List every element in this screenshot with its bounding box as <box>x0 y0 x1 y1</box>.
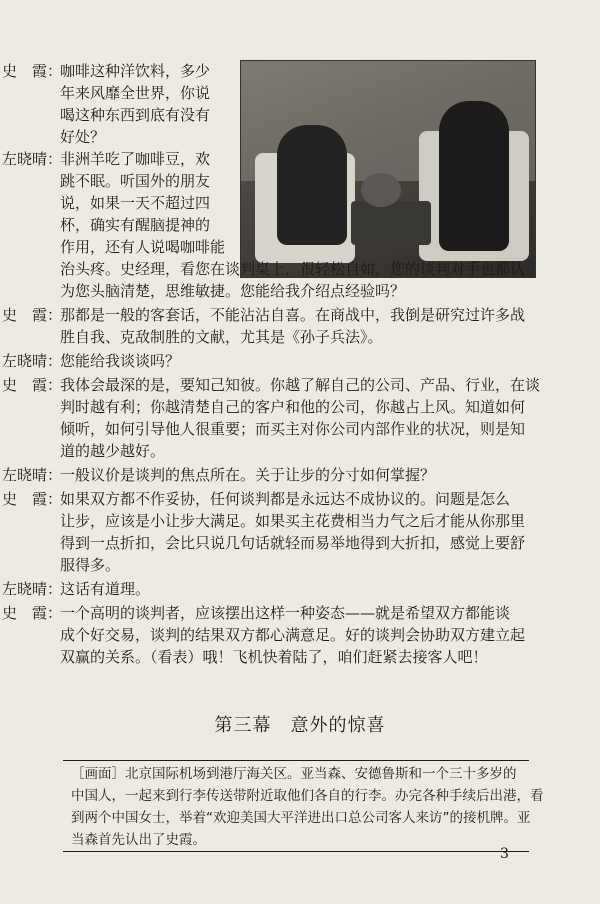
dialogue-line <box>2 464 435 486</box>
dialogue-text: 胜自我、克敌制胜的文献，尤其是《孙子兵法》。 <box>60 328 383 346</box>
dialogue-line <box>60 104 210 126</box>
dialogue-text: 一般议价是谈判的焦点所在。关于让步的分寸如何掌握？ <box>60 466 436 484</box>
dialogue-line <box>2 350 180 372</box>
dialogue-line <box>60 170 210 192</box>
dialogue-line <box>60 440 165 462</box>
dialogue-line <box>2 602 510 624</box>
dialogue-line <box>2 578 150 600</box>
scene-line: ［画面］北京国际机场到港厅海关区。亚当森、安德鲁斯和一个三十多岁的 <box>71 766 517 782</box>
scene-description-box <box>63 760 544 852</box>
meeting-photo <box>240 60 536 278</box>
dialogue-text: 这话有道理。 <box>60 580 151 598</box>
dialogue-line <box>2 488 510 510</box>
dialogue-text: 说，如果一天不超过四 <box>60 194 211 212</box>
dialogue-line <box>2 304 525 326</box>
act-title: 第三幕 意外的惊喜 <box>214 715 386 736</box>
dialogue-text: 一个高明的谈判者，应该摆出这样一种姿态——就是希望双方都能谈 <box>60 604 511 622</box>
dialogue-line <box>60 258 525 280</box>
dialogue-text: 您能给我谈谈吗？ <box>60 352 181 370</box>
dialogue-text: 道的越少越好。 <box>60 442 166 460</box>
page-number: 3 <box>500 846 509 862</box>
speaker-label: 左晓晴： <box>2 466 63 484</box>
dialogue-line <box>60 624 525 646</box>
dialogue-text: 双赢的关系。（看表）哦！飞机快着陆了，咱们赶紧去接客人吧！ <box>60 648 488 666</box>
dialogue-text: 跳不眠。听国外的朋友 <box>60 172 211 190</box>
dialogue-line <box>60 396 525 418</box>
dialogue-text: 服得多。 <box>60 556 121 574</box>
dialogue-line <box>60 418 525 440</box>
dialogue-line <box>60 532 525 554</box>
dialogue-text: 为您头脑清楚，思维敏捷。您能给我介绍点经验吗？ <box>60 282 406 300</box>
dialogue-text: 如果双方都不作妥协，任何谈判都是永远达不成协议的。问题是怎么 <box>60 490 511 508</box>
speaker-label: 史 霞： <box>2 604 63 622</box>
dialogue-line <box>2 148 210 170</box>
scene-line: 中国人，一起来到行李传送带附近取他们各自的行李。办完各种手续后出港，看 <box>71 788 544 804</box>
photo-table <box>351 201 431 245</box>
dialogue-line <box>2 374 540 396</box>
dialogue-line <box>60 236 225 258</box>
dialogue-line <box>2 60 210 82</box>
dialogue-text: 咖啡这种洋饮料，多少 <box>60 62 211 80</box>
dialogue-text: 好处？ <box>60 128 106 146</box>
speaker-label: 左晓晴： <box>2 580 63 598</box>
dialogue-text: 得到一点折扣，会比只说几句话就轻而易举地得到大折扣，感觉上要舒 <box>60 534 526 552</box>
photo-flowers <box>361 173 401 207</box>
speaker-label: 史 霞： <box>2 62 63 80</box>
dialogue-text: 喝这种东西到底有没有 <box>60 106 211 124</box>
dialogue-line <box>60 82 210 104</box>
dialogue-text: 成个好交易，谈判的结果双方都心满意足。好的谈判会协助双方建立起 <box>60 626 526 644</box>
photo-person-left <box>277 125 347 245</box>
dialogue-line <box>60 280 405 302</box>
dialogue-line <box>60 214 210 236</box>
dialogue-line <box>60 126 105 148</box>
dialogue-text: 那都是一般的客套话，不能沾沾自喜。在商战中，我倒是研究过许多战 <box>60 306 526 324</box>
dialogue-line <box>60 510 525 532</box>
dialogue-line <box>60 554 120 576</box>
photo-person-right <box>439 101 509 251</box>
speaker-label: 左晓晴： <box>2 150 63 168</box>
speaker-label: 史 霞： <box>2 490 63 508</box>
dialogue-text: 非洲羊吃了咖啡豆，欢 <box>60 150 211 168</box>
speaker-label: 左晓晴： <box>2 352 63 370</box>
dialogue-text: 作用，还有人说喝咖啡能 <box>60 238 226 256</box>
speaker-label: 史 霞： <box>2 306 63 324</box>
dialogue-text: 治头疼。史经理，看您在谈判桌上，很轻松自如，您的谈判对手也都认 <box>60 260 526 278</box>
dialogue-text: 我体会最深的是，要知己知彼。你越了解自己的公司、产品、行业，在谈 <box>60 376 541 394</box>
dialogue-text: 倾听，如何引导他人很重要；而买主对你公司内部作业的状况，则是知 <box>60 420 526 438</box>
dialogue-line <box>60 326 383 348</box>
dialogue-line <box>60 192 210 214</box>
dialogue-text: 杯，确实有醒脑提神的 <box>60 216 211 234</box>
dialogue-text: 年来风靡全世界，你说 <box>60 84 211 102</box>
speaker-label: 史 霞： <box>2 376 63 394</box>
dialogue-text: 让步，应该是小让步大满足。如果买主花费相当力气之后才能从你那里 <box>60 512 526 530</box>
scene-line: 到两个中国女士，举着“欢迎美国大平洋进出口总公司客人来访”的接机牌。亚 <box>71 810 531 826</box>
scene-line: 当森首先认出了史霞。 <box>71 832 206 848</box>
dialogue-text: 判时越有利；你越清楚自己的客户和他的公司，你越占上风。知道如何 <box>60 398 526 416</box>
dialogue-line <box>60 646 488 668</box>
